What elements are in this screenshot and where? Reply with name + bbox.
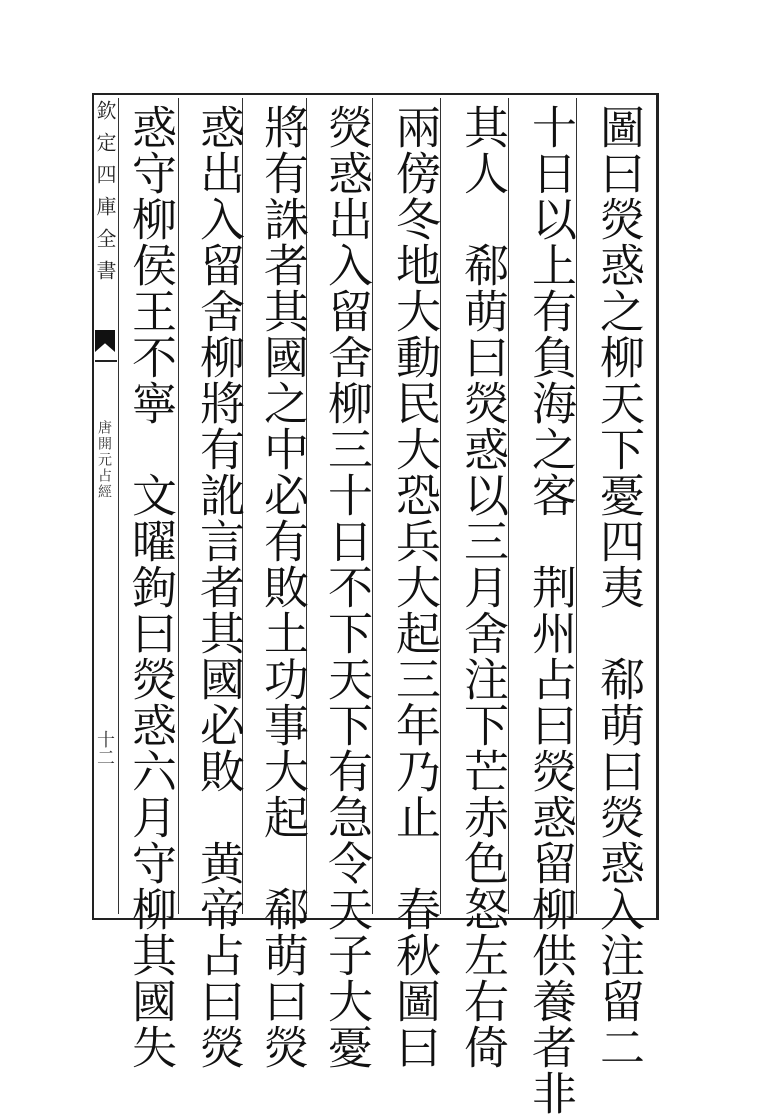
frame-right-border xyxy=(656,93,659,920)
text-column-7: 惑出入留舍柳將有訛言者其國必敗 黄帝占曰熒 xyxy=(192,104,245,1070)
text-column-8: 惑守柳侯王不寧 文曜鉤曰熒惑六月守柳其國失 xyxy=(124,104,177,1070)
margin-collection-title: 欽定四庫全書 xyxy=(93,100,117,292)
text-column-4: 兩傍冬地大動民大恐兵大起三年乃止 春秋圖曰 xyxy=(388,104,441,1070)
margin-page-number: 十二 xyxy=(94,730,115,766)
column-rule xyxy=(118,98,119,914)
frame-top-border xyxy=(92,93,658,95)
text-column-6: 將有誅者其國之中必有敗土功事大起 郗萌曰熒 xyxy=(256,104,309,1070)
text-column-1: 圖曰熒惑之柳天下憂四夷 郗萌曰熒惑入注留二 xyxy=(592,104,645,1070)
fish-tail-divider xyxy=(95,360,117,362)
text-column-5: 熒惑出入留舍柳三十日不下天下有急令天子大憂 xyxy=(320,104,373,1070)
fish-tail-mark-icon xyxy=(95,330,115,352)
text-column-2: 十日以上有負海之客 荆州占曰熒惑留柳供養者非 xyxy=(524,104,577,1116)
margin-book-title: 唐開元占經 xyxy=(96,420,112,500)
text-column-3: 其人 郗萌曰熒惑以三月舍注下芒赤色怒左右倚 xyxy=(456,104,509,1070)
column-rule xyxy=(178,98,179,914)
